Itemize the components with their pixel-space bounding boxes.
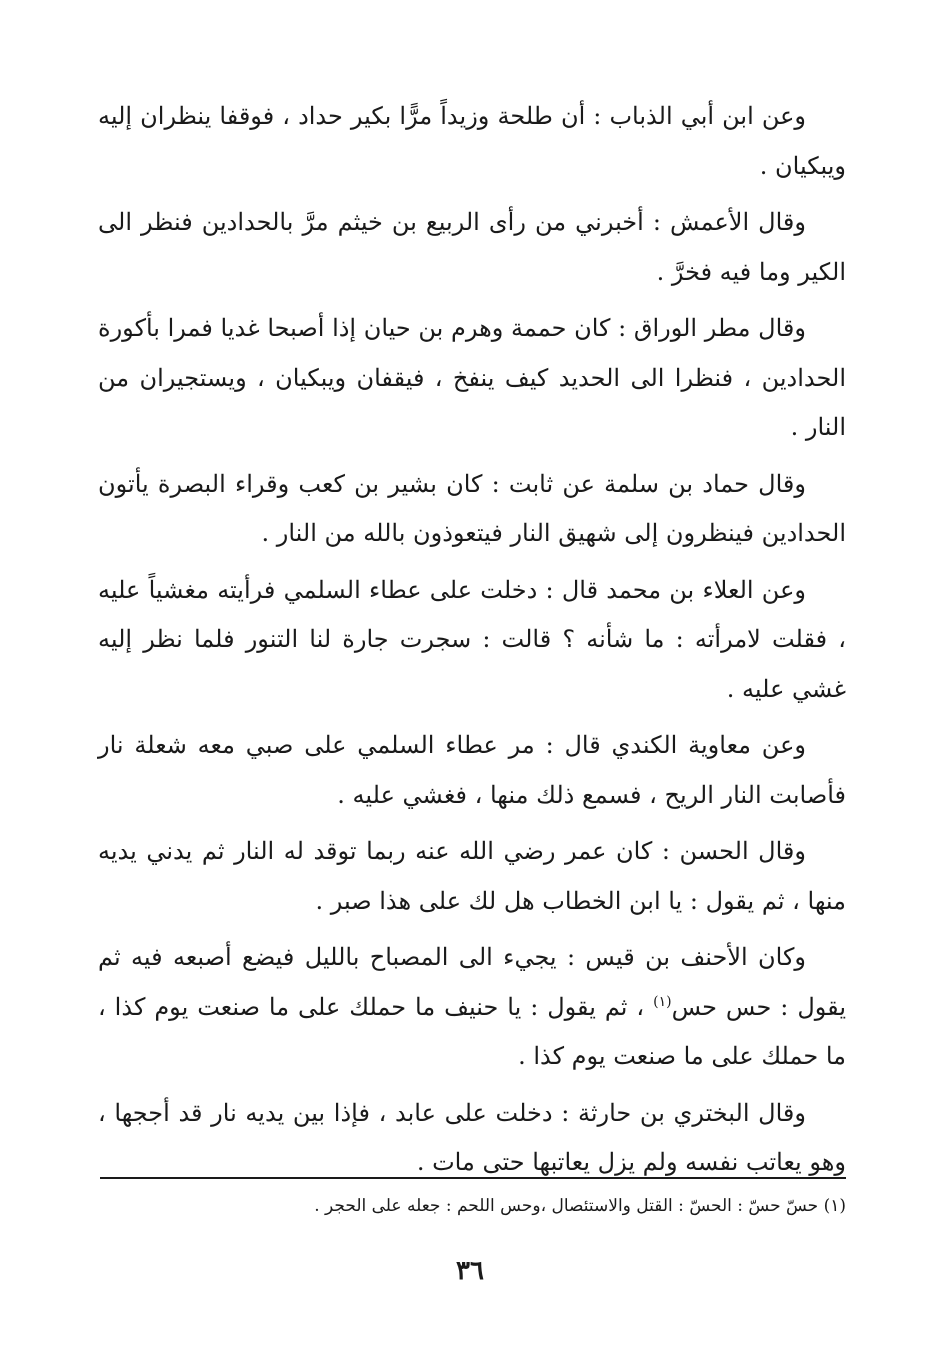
paragraph-8-text-end: ، ثم يقول : يا حنيف ما حملك على ما صنعت يوم كذا ، ما حملك على ما صنعت يوم كذا . (98, 992, 846, 1070)
paragraph-5: وعن العلاء بن محمد قال : دخلت على عطاء السلمي فرأيته مغشياً عليه ، فقلت لامرأته : ما شأنه ؟ قالت : سجرت جارة لنا التنور فلما نظر إليه غشي عليه . (98, 575, 846, 703)
paragraph-7: وقال الحسن : كان عمر رضي الله عنه ربما توقد له النار ثم يدني يديه منها ، ثم يقول : يا ابن الخطاب هل لك على هذا صبر . (98, 837, 846, 915)
main-text (98, 92, 846, 1195)
page-number: ٣٦ (456, 1256, 484, 1286)
paragraph-8-text-start: وكان الأحنف بن قيس : يجيء الى المصباح بالليل فيضع أصبعه فيه ثم يقول : حس حس (98, 943, 846, 1021)
footnote-marker: (١) (653, 993, 672, 1010)
paragraph-6: وعن معاوية الكندي قال : مر عطاء السلمي على صبي معه شعلة نار فأصابت النار الريح ، فسمع ذلك منها ، فغشي عليه . (98, 731, 846, 809)
paragraph-1: وعن ابن أبي الذباب : أن طلحة وزيداً مرًّا بكير حداد ، فوقفا ينظران إليه ويبكيان . (98, 102, 846, 180)
footnote-divider (100, 1177, 846, 1179)
paragraph-2: وقال الأعمش : أخبرني من رأى الربيع بن خيثم مرَّ بالحدادين فنظر الى الكير وما فيه فخرَّ . (98, 208, 846, 286)
paragraph-3: وقال مطر الوراق : كان حممة وهرم بن حيان إذا أصبحا غديا فمرا بأكورة الحدادين ، فنظرا الى الحديد كيف ينفخ ، فيقفان ويبكيان ، ويستجيران من النار . (98, 314, 846, 441)
footnote: (١) حسّ حسّ : الحسّ : القتل والاستئصال ،وحس اللحم : جعله على الحجر . (314, 1196, 846, 1216)
paragraph-8 (98, 933, 846, 1082)
paragraph-4: وقال حماد بن سلمة عن ثابت : كان بشير بن كعب وقراء البصرة يأتون الحدادين فينظرون إلى شهيق النار فيتعوذون بالله من النار . (98, 469, 846, 547)
paragraph-9: وقال البختري بن حارثة : دخلت على عابد ، فإذا بين يديه نار قد أججها ، وهو يعاتب نفسه ولم يزل يعاتبها حتى مات . (98, 1098, 846, 1176)
